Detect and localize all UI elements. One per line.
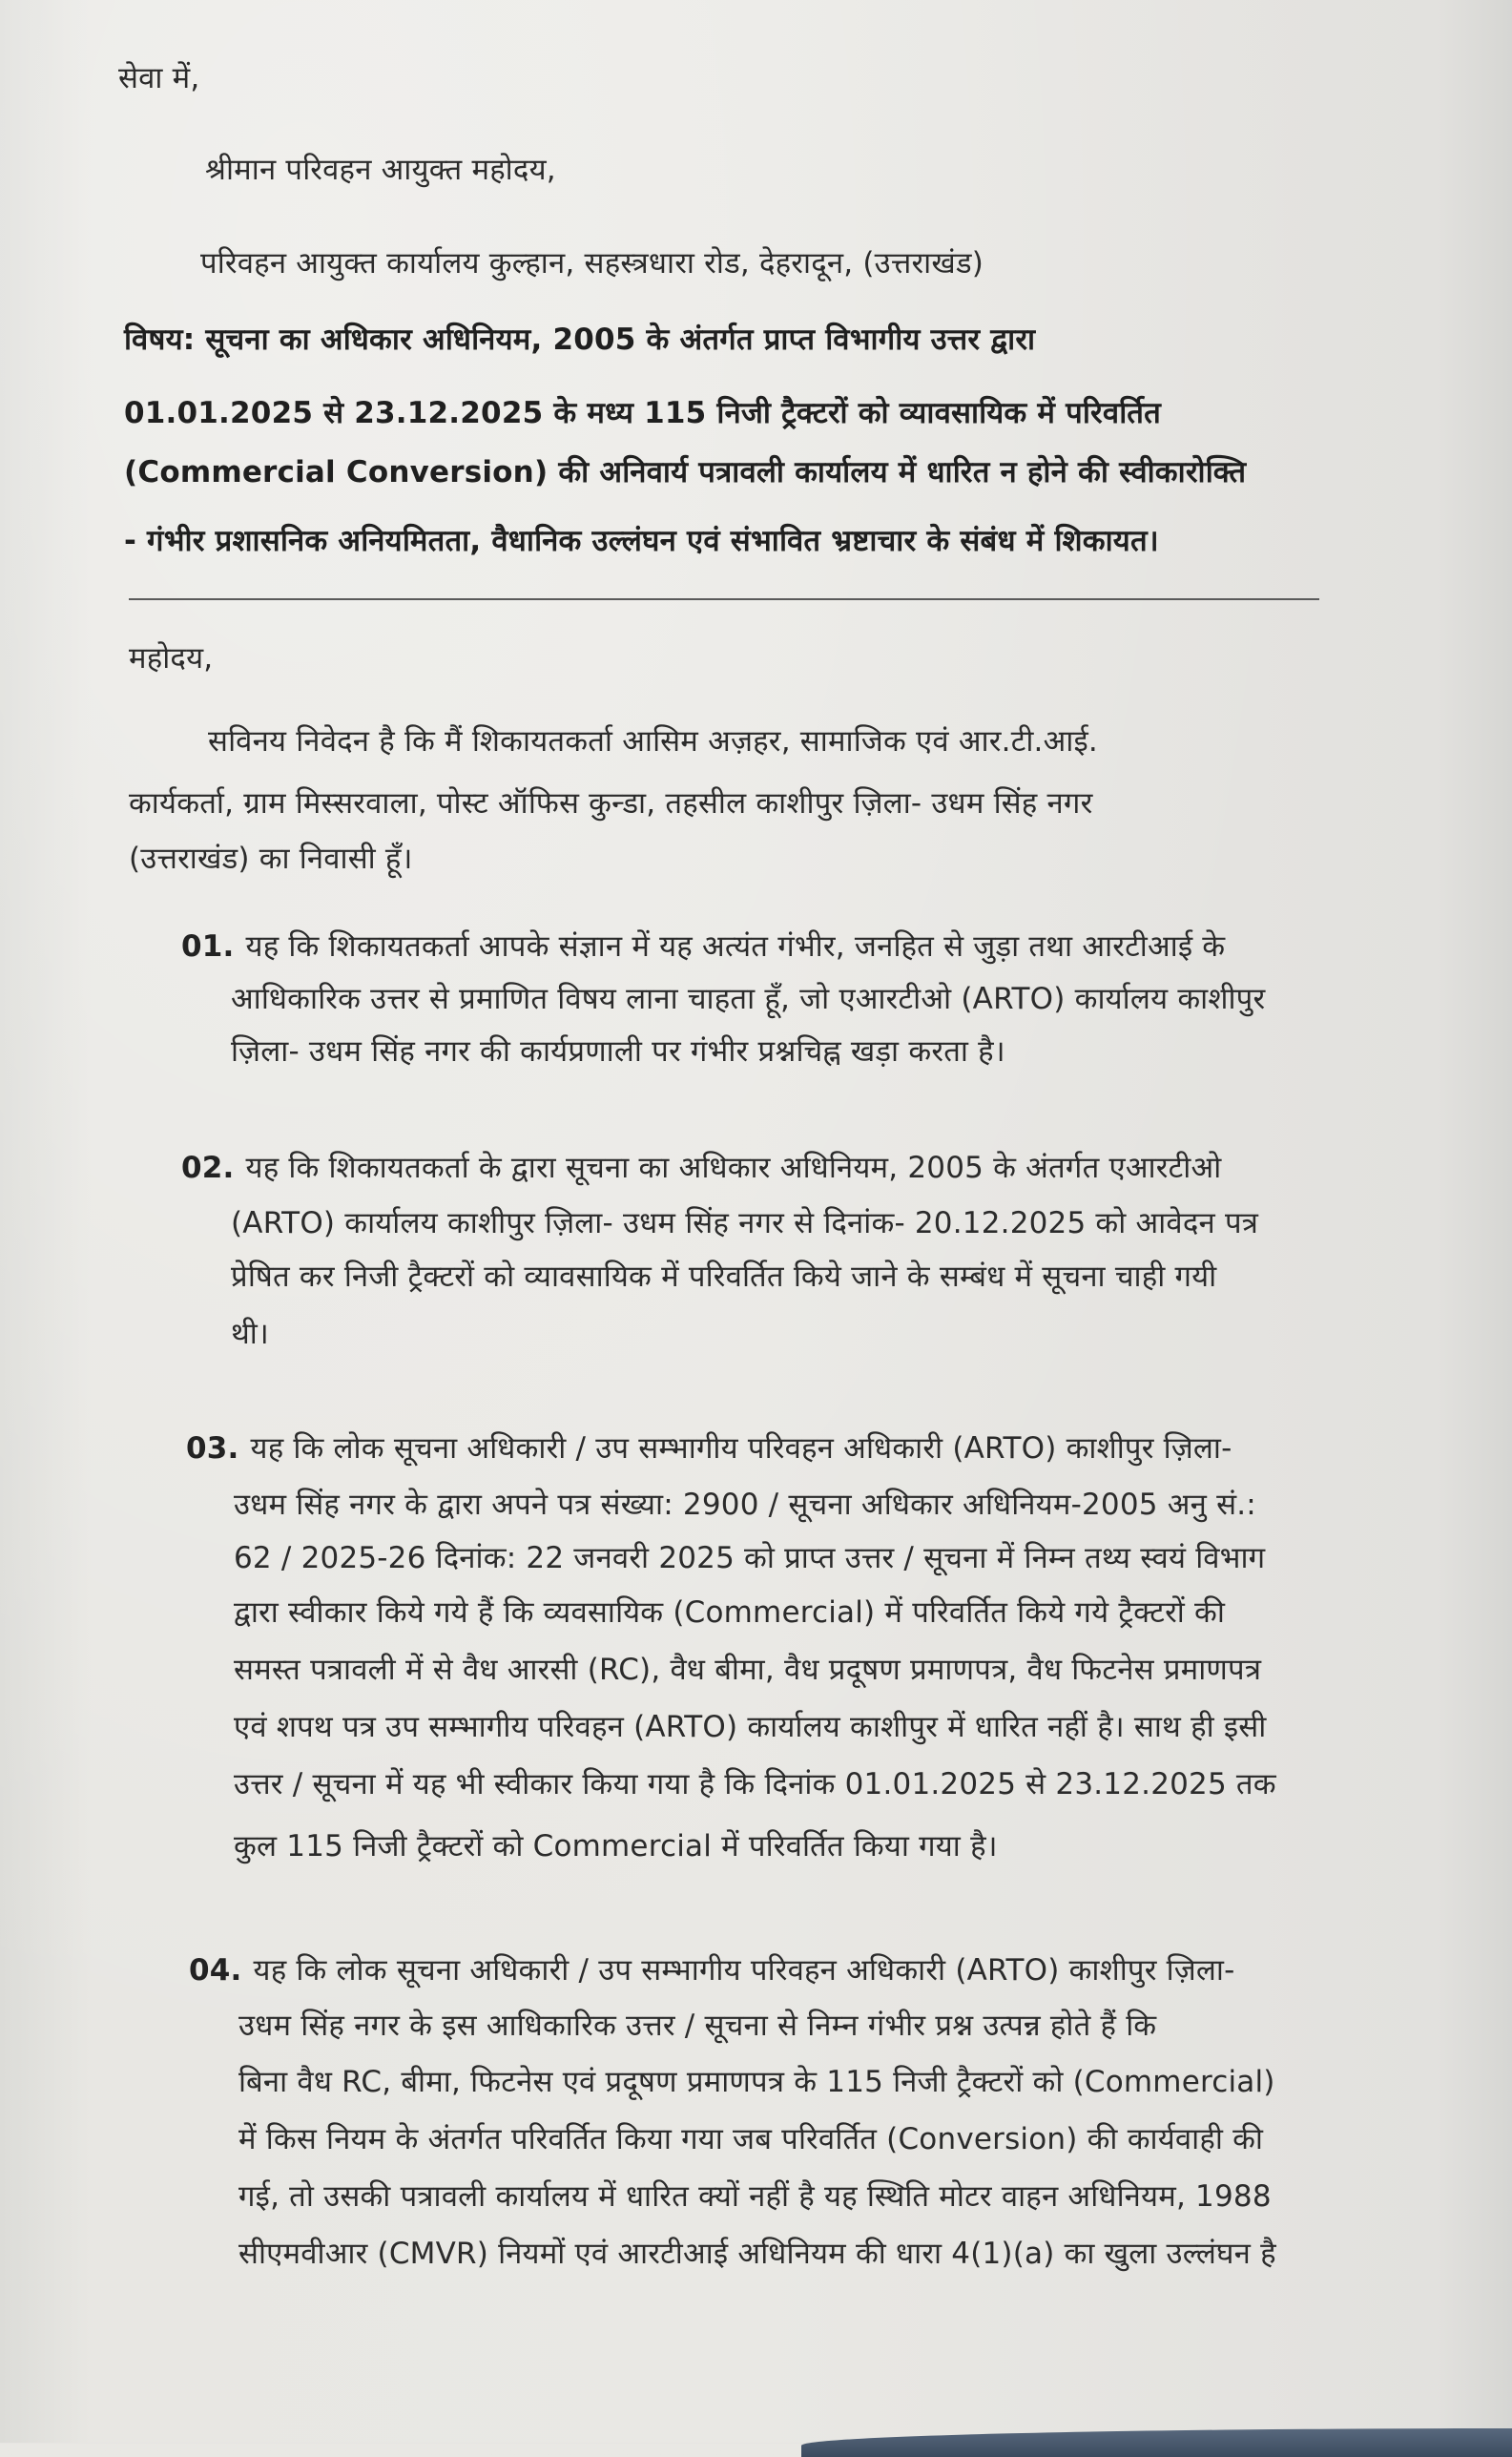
- point-02-line-2: (ARTO) कार्यालय काशीपुर ज़िला- उधम सिंह नगर से दिनांक- 20.12.2025 को आवेदन पत्र: [231, 1206, 1259, 1240]
- point-03-line-8: कुल 115 निजी ट्रैक्टरों को Commercial में परिवर्तित किया गया है।: [234, 1829, 998, 1864]
- point-04-line-6: सीएमवीआर (CMVR) नियमों एवं आरटीआई अधिनियम की धारा 4(1)(a) का खुला उल्लंघन है: [238, 2237, 1276, 2271]
- point-number: 04.: [189, 1953, 242, 1988]
- subject-line-3: (Commercial Conversion) की अनिवार्य पत्रावली कार्यालय में धारित न होने की स्वीकारोक्ति: [124, 455, 1247, 489]
- point-03-line-4: द्वारा स्वीकार किये गये हैं कि व्यवसायिक (Commercial) में परिवर्तित किये गये ट्रैक्टरों की: [234, 1595, 1226, 1630]
- point-03-line-6: एवं शपथ पत्र उप सम्भागीय परिवहन (ARTO) कार्यालय काशीपुर में धारित नहीं है। साथ ही इसी: [234, 1710, 1267, 1744]
- addressee: श्रीमान परिवहन आयुक्त महोदय,: [205, 153, 556, 187]
- point-03-line-1: 03. यह कि लोक सूचना अधिकारी / उप सम्भागीय परिवहन अधिकारी (ARTO) काशीपुर ज़िला-: [186, 1431, 1232, 1466]
- intro-line-3: (उत्तराखंड) का निवासी हूँ।: [129, 842, 413, 876]
- point-04-line-3: बिना वैध RC, बीमा, फिटनेस एवं प्रदूषण प्रमाणपत्र के 115 निजी ट्रैक्टरों को (Commercial): [238, 2065, 1275, 2099]
- point-04-line-1: 04. यह कि लोक सूचना अधिकारी / उप सम्भागीय परिवहन अधिकारी (ARTO) काशीपुर ज़िला-: [189, 1953, 1235, 1988]
- point-03-line-3: 62 / 2025-26 दिनांक: 22 जनवरी 2025 को प्राप्त उत्तर / सूचना में निम्न तथ्य स्वयं विभाग: [234, 1541, 1266, 1575]
- point-04-line-5: गई, तो उसकी पत्रावली कार्यालय में धारित क्यों नहीं है यह स्थिति मोटर वाहन अधिनियम, 1988: [238, 2179, 1272, 2214]
- point-01-line-2: आधिकारिक उत्तर से प्रमाणित विषय लाना चाहता हूँ, जो एआरटीओ (ARTO) कार्यालय काशीपुर: [231, 982, 1266, 1016]
- point-01-line-3: ज़िला- उधम सिंह नगर की कार्यप्रणाली पर गंभीर प्रश्नचिह्न खड़ा करता है।: [231, 1034, 1005, 1069]
- subject-line-2: 01.01.2025 से 23.12.2025 के मध्य 115 निजी ट्रैक्टरों को व्यावसायिक में परिवर्तित: [124, 396, 1162, 430]
- subject-text: सूचना का अधिकार अधिनियम, 2005 के अंतर्गत प्राप्त विभागीय उत्तर द्वारा: [205, 323, 1036, 357]
- point-04-line-2: उधम सिंह नगर के इस आधिकारिक उत्तर / सूचना से निम्न गंभीर प्रश्न उत्पन्न होते हैं कि: [238, 2009, 1157, 2043]
- subject-label: विषय:: [124, 323, 196, 357]
- background-surface-edge: [801, 2428, 1512, 2457]
- point-number: 01.: [181, 929, 235, 964]
- point-02-line-3: प्रेषित कर निजी ट्रैक्टरों को व्यावसायिक में परिवर्तित किये जाने के सम्बंध में सूचना चाही गयी: [231, 1260, 1217, 1294]
- point-number: 03.: [186, 1431, 239, 1466]
- point-02-line-4: थी।: [231, 1317, 269, 1351]
- subject-line-4: - गंभीर प्रशासनिक अनियमितता, वैधानिक उल्लंघन एवं संभावित भ्रष्टाचार के संबंध में शिकायत।: [124, 524, 1159, 558]
- point-04-line-4: में किस नियम के अंतर्गत परिवर्तित किया गया जब परिवर्तित (Conversion) की कार्यवाही की: [238, 2122, 1264, 2156]
- greeting: महोदय,: [129, 641, 214, 676]
- horizontal-divider: [129, 598, 1319, 600]
- point-03-line-5: समस्त पत्रावली में से वैध आरसी (RC), वैध बीमा, वैध प्रदूषण प्रमाणपत्र, वैध फिटनेस प्रमाणपत्र: [234, 1653, 1262, 1687]
- address: परिवहन आयुक्त कार्यालय कुल्हान, सहस्त्रधारा रोड, देहरादून, (उत्तराखंड): [200, 246, 984, 281]
- point-02-line-1: 02. यह कि शिकायतकर्ता के द्वारा सूचना का अधिकार अधिनियम, 2005 के अंतर्गत एआरटीओ: [181, 1151, 1222, 1185]
- intro-line-2: कार्यकर्ता, ग्राम मिस्सरवाला, पोस्ट ऑफिस कुन्डा, तहसील काशीपुर ज़िला- उधम सिंह नगर: [129, 786, 1093, 821]
- point-03-line-2: उधम सिंह नगर के द्वारा अपने पत्र संख्या: 2900 / सूचना अधिकार अधिनियम-2005 अनु सं.:: [234, 1488, 1256, 1522]
- intro-line-1: सविनय निवेदन है कि मैं शिकायतकर्ता आसिम अज़हर, सामाजिक एवं आर.टी.आई.: [208, 724, 1098, 759]
- point-03-line-7: उत्तर / सूचना में यह भी स्वीकार किया गया है कि दिनांक 01.01.2025 से 23.12.2025 तक: [234, 1767, 1276, 1801]
- point-01-line-1: 01. यह कि शिकायतकर्ता आपके संज्ञान में यह अत्यंत गंभीर, जनहित से जुड़ा तथा आरटीआई के: [181, 929, 1226, 964]
- salutation-to: सेवा में,: [118, 61, 200, 95]
- subject-line-1: [124, 321, 1340, 359]
- point-number: 02.: [181, 1151, 235, 1185]
